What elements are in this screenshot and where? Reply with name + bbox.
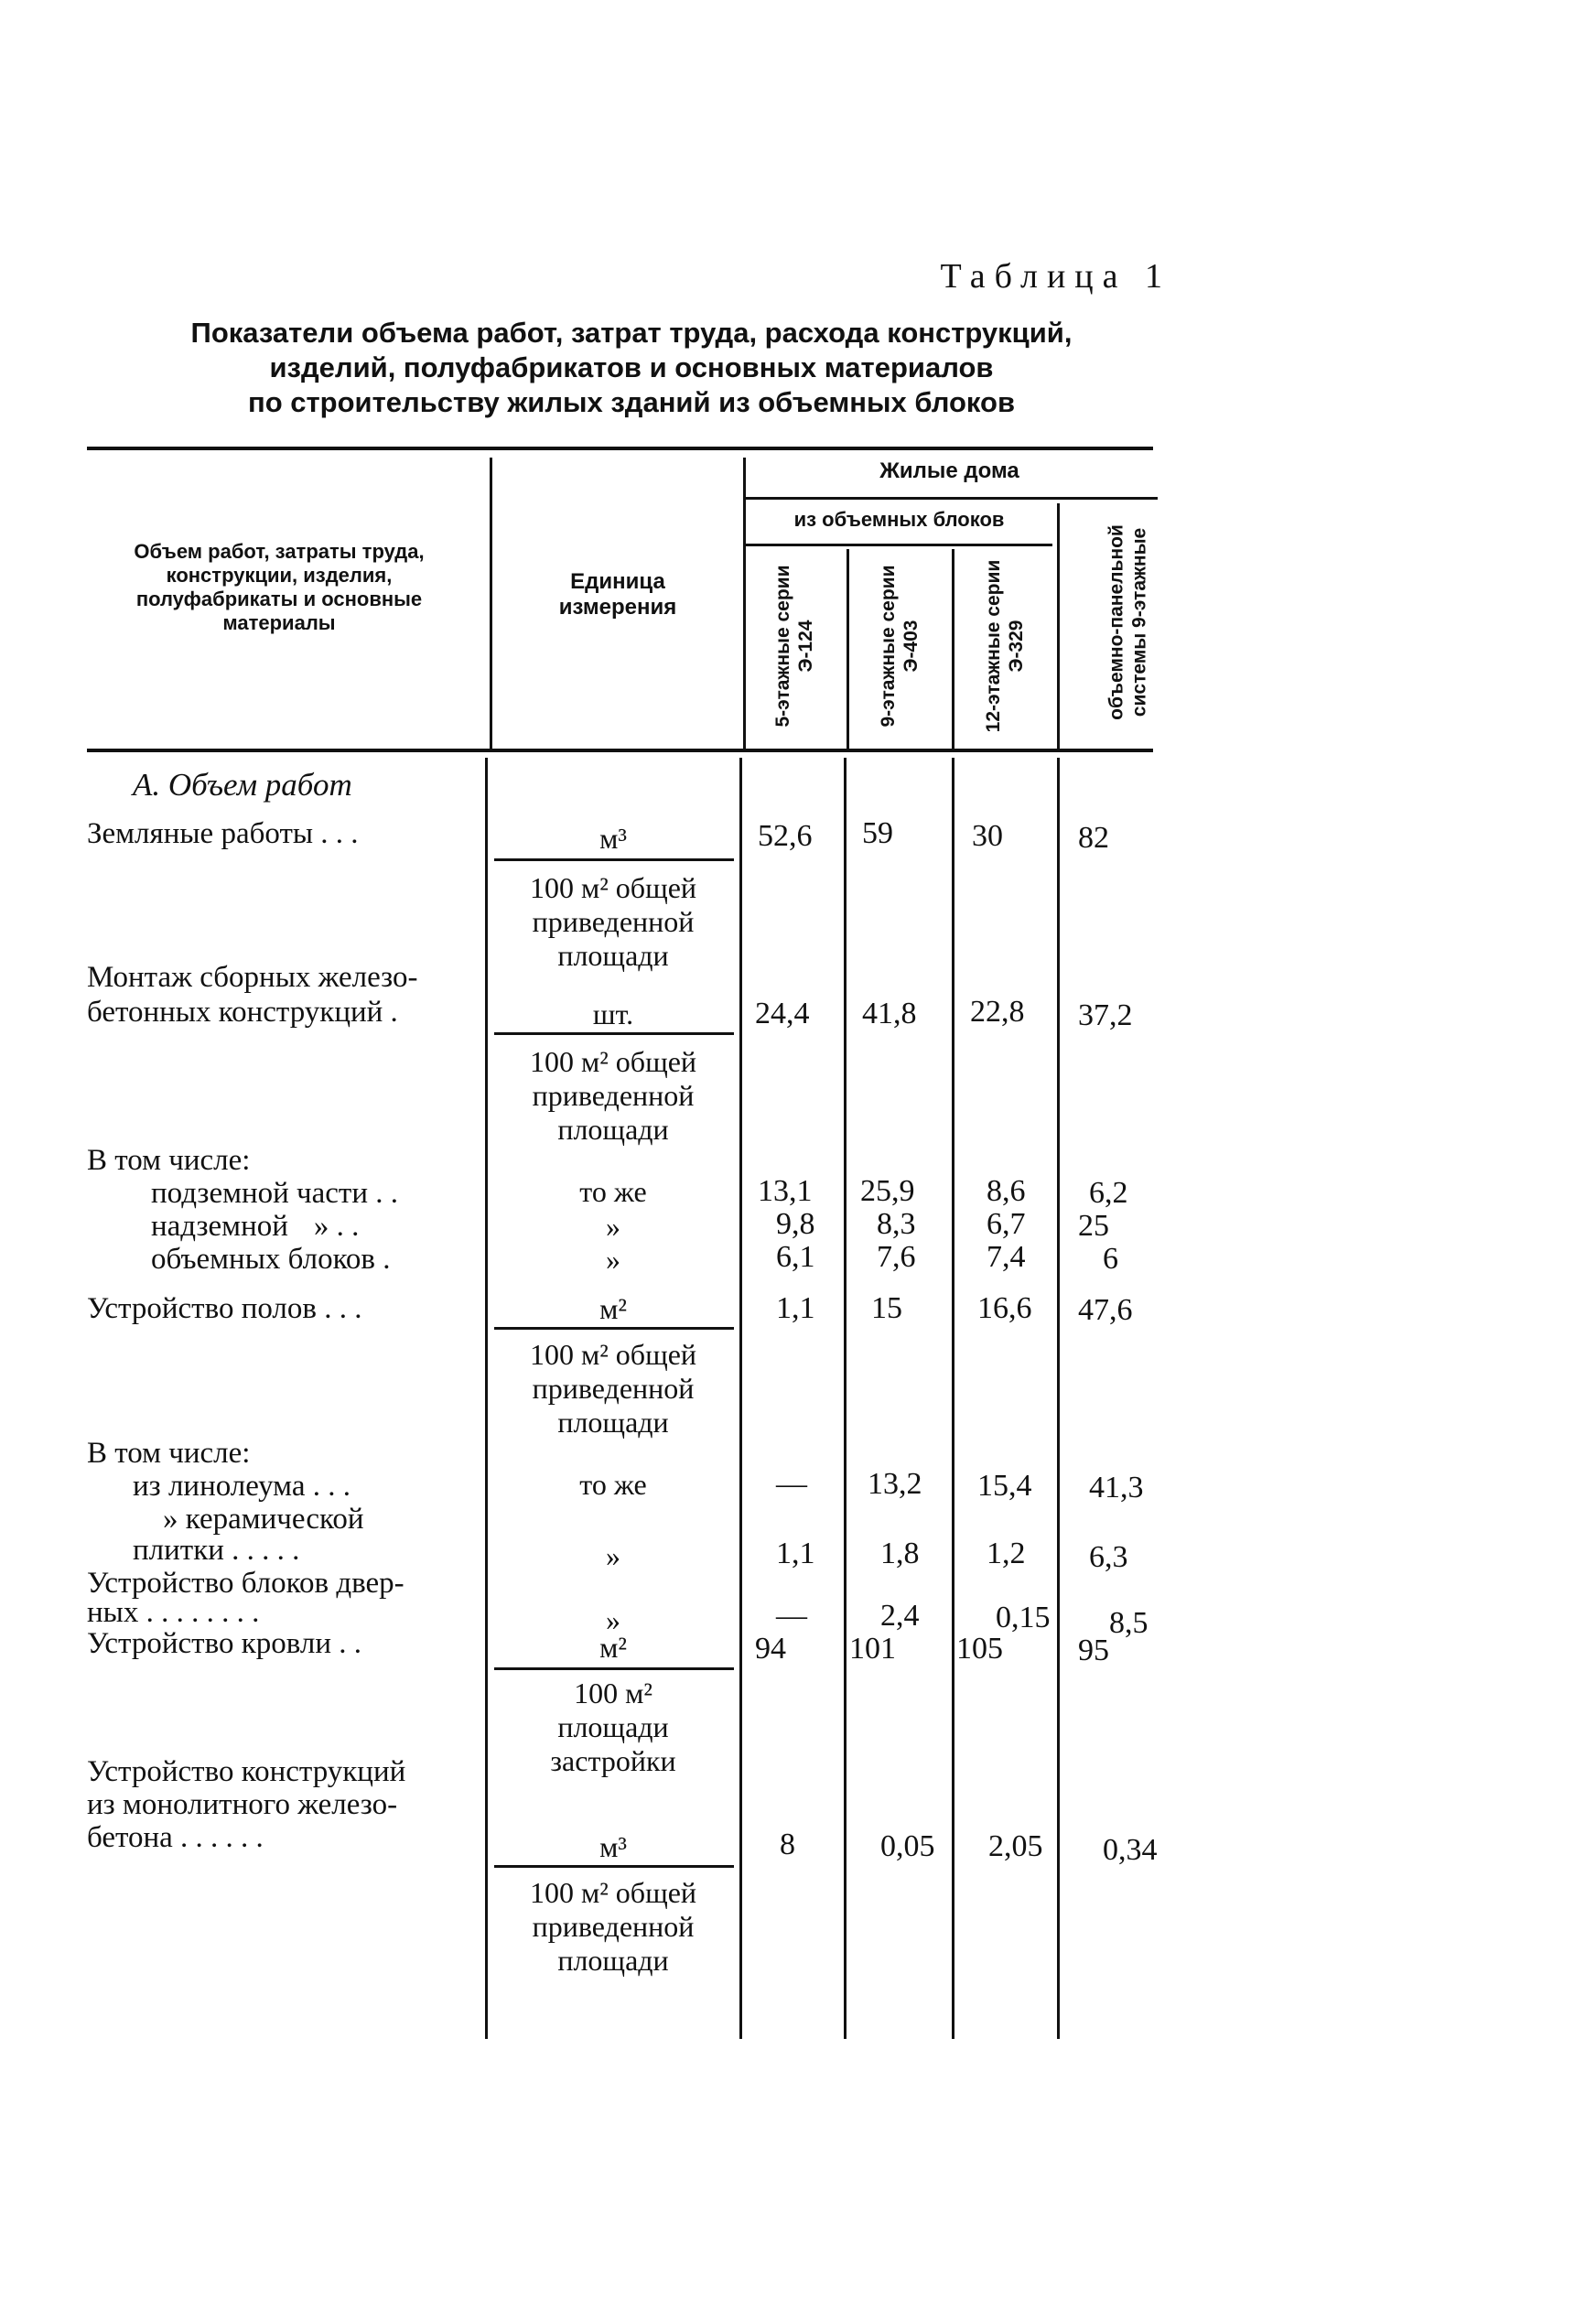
row-value-col4: 6,2 — [1089, 1176, 1128, 1210]
body-divider-col1 — [739, 758, 742, 2039]
row-value-col1: 13,1 — [758, 1174, 813, 1208]
row-name-line-2: из монолитного железо- — [87, 1788, 398, 1821]
row-name-line-1: Устройство конструкций — [87, 1755, 406, 1788]
row-dots: . . — [331, 1627, 362, 1660]
row-value-col4: 47,6 — [1078, 1293, 1133, 1327]
row-value-col2: 41,8 — [862, 997, 917, 1030]
header-col2: 9-этажные серии Э-403 — [878, 565, 922, 728]
body-divider-unit — [485, 758, 488, 2039]
row-dots: . . . . . . . . — [138, 1596, 260, 1629]
row-value-col2: 1,8 — [880, 1537, 920, 1570]
row-dots: . . — [329, 1210, 360, 1243]
section-a-heading: А. Объем работ — [133, 767, 352, 803]
row-value-col3: 15,4 — [977, 1469, 1032, 1503]
row-value-col1: 24,4 — [755, 997, 810, 1030]
row-value-col3: 2,05 — [988, 1829, 1043, 1863]
row-value-col3: 22,8 — [970, 995, 1025, 1029]
row-label: объемных блоков — [151, 1243, 376, 1276]
row-value-col2: 25,9 — [860, 1174, 915, 1208]
row-unit: то же — [579, 1175, 647, 1208]
row-dots: . . . — [316, 1292, 362, 1325]
title-line-1: Показатели объема работ, затрат труда, расхода конструкций, — [190, 317, 1073, 349]
row-label: бетонных конструкций — [87, 996, 383, 1029]
header-top-rule — [87, 447, 1153, 450]
header-divider-unit — [490, 458, 492, 749]
header-group-sub: из объемных блоков — [793, 508, 1005, 531]
row-name — [151, 1177, 398, 1210]
row-label: из линолеума — [133, 1470, 306, 1503]
row-unit: » — [606, 1210, 620, 1243]
row-value-col2: 13,2 — [868, 1467, 922, 1501]
body-divider-col3 — [952, 758, 954, 2039]
row-unit: то же — [579, 1468, 647, 1501]
row-unit: м² — [599, 1292, 627, 1325]
header-divider-col2 — [847, 549, 849, 749]
row-value-col2: 101 — [849, 1632, 896, 1666]
body-divider-col2 — [844, 758, 847, 2039]
body-divider-col4 — [1057, 758, 1060, 2039]
row-label: подземной части — [151, 1177, 369, 1210]
row-value-col2: 15 — [871, 1291, 902, 1325]
header-divider-col3 — [952, 549, 954, 749]
row-value-col3: 6,7 — [987, 1207, 1026, 1241]
header-col1: 5-этажные серии Э-124 — [772, 565, 816, 728]
row-label: Устройство кровли — [87, 1627, 332, 1660]
row-value-col4: 82 — [1078, 821, 1109, 855]
header-col-name: Объем работ, затраты труда, конструкции, изделия, полуфабрикаты и основные материалы — [134, 540, 425, 634]
row-label: Устройство полов — [87, 1292, 317, 1325]
row-name-line-1: Монтаж сборных железо- — [87, 961, 418, 994]
row-value-col3: 1,2 — [987, 1537, 1026, 1570]
row-value-col4: 6,3 — [1089, 1540, 1128, 1574]
row-value-col1: 6,1 — [776, 1240, 815, 1274]
row-value-col1: 94 — [755, 1632, 786, 1666]
row-dots: . — [375, 1243, 391, 1276]
row-unit-note: 100 м² общей приведенной площади — [529, 1876, 697, 1977]
row-value-col3: 0,15 — [996, 1601, 1051, 1634]
row-unit-note: 100 м² общей приведенной площади — [529, 871, 697, 972]
row-value-col2: 59 — [862, 816, 893, 850]
row-unit: » — [606, 1539, 620, 1572]
row-name — [151, 1243, 391, 1276]
row-label: ных — [87, 1596, 139, 1629]
row-value-col2: 8,3 — [877, 1207, 916, 1241]
header-divider-col1 — [743, 458, 746, 749]
title-line-3: по строительству жилых зданий из объемных блоков — [247, 386, 1016, 418]
row-value-col4: 37,2 — [1078, 998, 1133, 1032]
header-bottom-rule — [87, 749, 1153, 752]
row-label: бетона — [87, 1821, 173, 1854]
row-value-col3: 16,6 — [977, 1291, 1032, 1325]
unit-rule — [494, 858, 734, 861]
row-name — [151, 1210, 359, 1243]
row-value-col4: 8,5 — [1109, 1606, 1148, 1640]
group-rule — [746, 497, 1158, 500]
header-col-unit: Единица измерения — [558, 569, 677, 620]
unit-rule — [494, 1327, 734, 1330]
title-line-2: изделий, полуфабрикатов и основных материалов — [269, 351, 994, 383]
unit-rule — [494, 1032, 734, 1035]
row-label: Земляные работы — [87, 817, 314, 850]
row-name-line-1: Устройство блоков двер- — [87, 1567, 404, 1600]
row-unit: » — [606, 1603, 620, 1636]
row-unit: м³ — [599, 822, 627, 855]
row-dots: . . — [368, 1177, 399, 1210]
unit-rule — [494, 1667, 734, 1670]
row-value-col2: 0,05 — [880, 1829, 935, 1863]
row-value-col3: 7,4 — [987, 1240, 1026, 1274]
row-ditto-mark: » — [313, 1210, 329, 1243]
table-title — [92, 316, 1171, 420]
row-value-col2: 7,6 — [877, 1240, 916, 1274]
row-dots: . . . . . — [223, 1534, 300, 1567]
row-value-col1: — — [776, 1599, 807, 1633]
unit-rule — [494, 1865, 734, 1868]
row-value-col1: 52,6 — [758, 819, 813, 853]
row-name-line-1: » керамической — [163, 1503, 364, 1536]
row-value-col1: — — [776, 1467, 807, 1501]
row-unit: шт. — [592, 998, 634, 1030]
row-value-col4: 25 — [1078, 1209, 1109, 1243]
row-value-col4: 41,3 — [1089, 1471, 1144, 1504]
row-value-col1: 9,8 — [776, 1207, 815, 1241]
row-name-line-3 — [87, 1821, 264, 1854]
row-unit: м² — [599, 1631, 627, 1664]
row-value-col4: 95 — [1078, 1634, 1109, 1667]
header-col3: 12-этажные серии Э-329 — [983, 559, 1027, 733]
row-value-col3: 30 — [972, 819, 1003, 853]
row-value-col1: 8 — [780, 1828, 795, 1861]
row-dots: . . . — [305, 1470, 350, 1503]
row-name-line-2 — [133, 1534, 299, 1567]
row-unit: м³ — [599, 1830, 627, 1863]
row-unit-note: 100 м² площади застройки — [550, 1677, 676, 1777]
header-divider-col4 — [1057, 503, 1060, 749]
header-col4: объемно-панельной системы 9-этажные — [1105, 524, 1150, 720]
table-caption: Таблица 1 — [940, 257, 1171, 296]
row-unit-note: 100 м² общей приведенной площади — [529, 1338, 697, 1439]
row-dots: . . . — [313, 817, 359, 850]
row-label: плитки — [133, 1534, 224, 1567]
row-name — [133, 1470, 350, 1503]
row-value-col1: 1,1 — [776, 1291, 815, 1325]
row-value-col1: 1,1 — [776, 1537, 815, 1570]
row-name: В том числе: — [87, 1437, 251, 1470]
row-value-col3: 8,6 — [987, 1174, 1026, 1208]
row-dots: . . . . . . — [172, 1821, 264, 1854]
row-dots: . — [383, 996, 398, 1029]
row-name — [87, 1292, 361, 1325]
row-name — [87, 817, 359, 850]
row-name-line-2 — [87, 996, 398, 1029]
row-unit-note: 100 м² общей приведенной площади — [529, 1045, 697, 1146]
row-value-col3: 105 — [956, 1632, 1003, 1666]
row-name: В том числе: — [87, 1144, 251, 1177]
row-label: надземной — [151, 1210, 288, 1243]
row-value-col4: 6 — [1103, 1242, 1118, 1276]
row-unit: » — [606, 1243, 620, 1276]
row-value-col4: 0,34 — [1103, 1833, 1158, 1867]
row-value-col2: 2,4 — [880, 1599, 920, 1633]
header-group-main: Жилые дома — [879, 458, 1019, 483]
row-name-line-2 — [87, 1596, 259, 1629]
row-name — [87, 1627, 361, 1660]
